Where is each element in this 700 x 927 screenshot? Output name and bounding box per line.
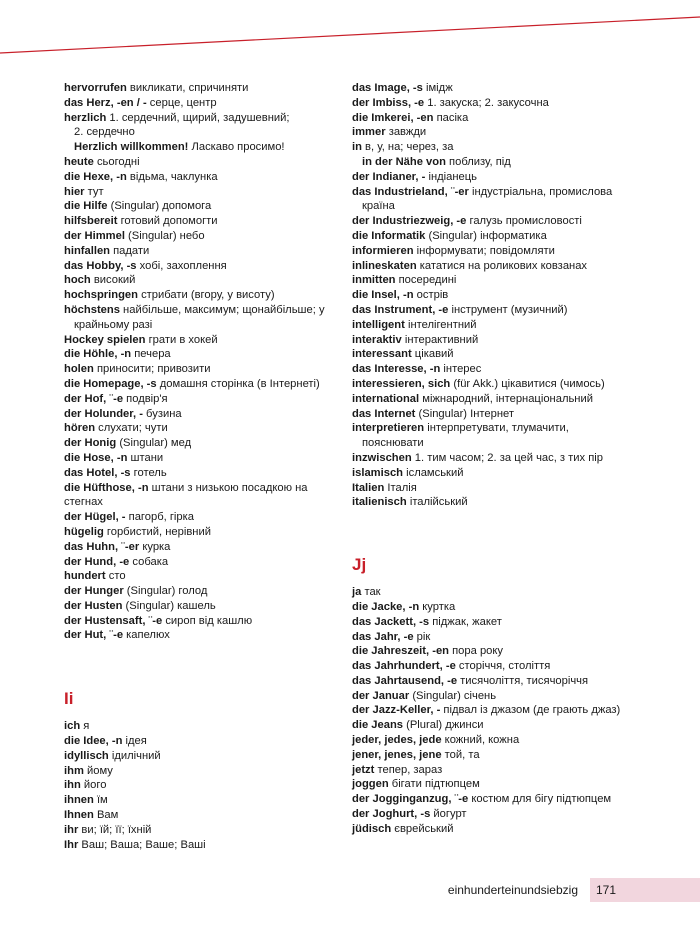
headword: international [352, 392, 420, 405]
translation: готель [130, 466, 167, 479]
headword: italienisch [352, 496, 407, 509]
translation: тепер, зараз [374, 763, 443, 776]
page-number-word: einhunderteinundsiebzig [447, 883, 578, 897]
headword: das Hotel, -s [64, 466, 131, 479]
headword: idyllisch [64, 749, 109, 762]
dictionary-entry [352, 718, 652, 733]
headword: ihm [64, 764, 84, 777]
translation: кататися на роликових ковзанах [416, 259, 588, 272]
translation: пора року [449, 645, 503, 658]
headword: herzlich [64, 111, 107, 124]
dictionary-entry [64, 214, 334, 229]
translation: сьогодні [93, 155, 140, 168]
dictionary-entry [352, 96, 652, 111]
headword: die Jacke, -n [352, 600, 420, 613]
dictionary-entry [352, 407, 652, 422]
headword: der Industriezweig, -e [352, 215, 467, 228]
dictionary-entry [64, 451, 334, 466]
dictionary-entry [352, 451, 652, 466]
headword: das Herz, -en / - [64, 96, 147, 109]
dictionary-entry [64, 838, 334, 853]
headword: hören [64, 422, 96, 435]
translation: пасіка [433, 111, 469, 124]
translation: викликати, спричиняти [126, 82, 249, 94]
translation: хобі, захоплення [136, 259, 227, 272]
translation: їм [93, 794, 108, 807]
translation: 1. тим часом; 2. за цей час, з тих пір [411, 451, 604, 464]
headword: der Januar [352, 689, 410, 702]
dictionary-entry [64, 466, 334, 481]
translation: штани з низькою посадкою на стегнах [64, 481, 308, 509]
headword: das Internet [352, 407, 416, 420]
dictionary-entry [64, 244, 334, 259]
dictionary-entry [352, 333, 652, 348]
dictionary-entry [352, 703, 652, 718]
translation: його [80, 779, 107, 792]
headword: der Jogginganzug, ¨-e [352, 793, 469, 806]
headword: hügelig [64, 525, 104, 538]
translation: так [361, 586, 381, 599]
translation: єврейський [391, 822, 454, 835]
translation: італійський [406, 496, 468, 509]
translation: (für Akk.) цікавитися (чимось) [450, 377, 605, 390]
headword: Hockey spielen [64, 333, 146, 346]
headword: die Insel, -n [352, 289, 414, 302]
dictionary-entry [64, 525, 334, 540]
headword: informieren [352, 244, 414, 257]
headword: Herzlich willkommen! [74, 141, 189, 154]
translation: ідея [122, 735, 147, 748]
translation: (Singular) допомога [107, 200, 212, 213]
translation: 1. сердечний, щирий, задушевний; [106, 111, 290, 124]
page-footer [448, 878, 700, 902]
translation: інтерпретувати, тлумачити, [424, 422, 569, 435]
dictionary-entry [64, 111, 334, 141]
translation: курка [139, 540, 171, 553]
translation: серце, центр [146, 96, 217, 109]
headword: das Interesse, -n [352, 363, 441, 376]
translation: високий [90, 274, 136, 287]
dictionary-entry [64, 421, 334, 436]
translation: я [80, 720, 90, 733]
entries-i [64, 719, 334, 852]
dictionary-entry [352, 777, 652, 792]
headword: der Hof, ¨-e [64, 392, 124, 405]
dictionary-entry [352, 822, 652, 837]
translation: посередині [395, 274, 457, 287]
translation: інтерактивний [401, 333, 479, 346]
translation: печера [131, 348, 171, 361]
translation: штани [127, 451, 164, 464]
headword: immer [352, 126, 386, 139]
headword: islamisch [352, 466, 403, 479]
translation: Ласкаво просимо! [188, 141, 285, 154]
translation: ісламський [403, 466, 464, 479]
section-letter-i: Ii [64, 689, 74, 709]
translation: йому [83, 764, 113, 777]
headword: heute [64, 155, 94, 168]
dictionary-entry [64, 392, 334, 407]
headword: in der Nähe von [362, 155, 446, 168]
headword: der Holunder, - [64, 407, 143, 420]
headword: die Jahreszeit, -en [352, 645, 449, 658]
headword: hochspringen [64, 289, 138, 302]
dictionary-entry [64, 793, 334, 808]
headword: die Höhle, -n [64, 348, 132, 361]
dictionary-entry [64, 185, 334, 200]
dictionary-entry [352, 214, 652, 229]
translation: йогурт [430, 808, 467, 821]
translation: (Singular) мед [116, 437, 192, 450]
translation: в, у, на; через, за [361, 141, 454, 154]
headword: Italien [352, 481, 385, 494]
translation: інтерес [440, 363, 482, 376]
headword: der Indianer, - [352, 170, 426, 183]
headword: die Homepage, -s [64, 377, 157, 390]
dictionary-entry [64, 96, 334, 111]
dictionary-entry [352, 792, 652, 807]
headword: die Hüfthose, -n [64, 481, 149, 494]
headword: ihr [64, 823, 79, 836]
entries-j [352, 585, 652, 837]
dictionary-entry [352, 659, 652, 674]
dictionary-entry [352, 303, 652, 318]
translation: рік [413, 630, 431, 643]
translation: стрибати (вгору, у висоту) [137, 289, 275, 302]
dictionary-entry [352, 244, 652, 259]
headword: der Hut, ¨-e [64, 629, 124, 642]
translation: сторіччя, століття [455, 660, 551, 673]
dictionary-entry [64, 303, 334, 333]
dictionary-entry [352, 421, 652, 451]
headword: holen [64, 363, 94, 376]
dictionary-entry [352, 185, 652, 215]
headword: der Jazz-Keller, - [352, 704, 441, 717]
headword: ihn [64, 779, 81, 792]
headword: das Industrieland, ¨-er [352, 185, 469, 198]
headword: hinfallen [64, 244, 110, 257]
translation: піджак, жакет [429, 615, 502, 628]
headword: die Hexe, -n [64, 170, 127, 183]
headword: der Honig [64, 437, 117, 450]
headword: inmitten [352, 274, 396, 287]
dictionary-entry [64, 510, 334, 525]
dictionary-entry [352, 615, 652, 630]
dictionary-entry [64, 229, 334, 244]
dictionary-entry [64, 362, 334, 377]
headword: in [352, 141, 362, 154]
headword: hilfsbereit [64, 215, 118, 228]
translation: ви; їй; її; їхній [78, 823, 152, 836]
translation: (Singular) небо [124, 229, 205, 242]
dictionary-entry [352, 229, 652, 244]
dictionary-entry [64, 407, 334, 422]
dictionary-entry [352, 377, 652, 392]
headword: die Informatik [352, 229, 426, 242]
translation: міжнародний, інтернаціональний [419, 392, 593, 405]
translation: острів [413, 289, 449, 302]
dictionary-entry [352, 807, 652, 822]
translation: (Singular) кашель [122, 599, 216, 612]
headword: Ihr [64, 838, 79, 851]
headword: der Hunger [64, 585, 124, 598]
translation: грати в хокей [145, 333, 218, 346]
headword: inlineskaten [352, 259, 417, 272]
headword: das Jackett, -s [352, 615, 430, 628]
translation: найбільше, максимум; щонайбільше; у [119, 303, 325, 316]
dictionary-entry [352, 125, 652, 140]
translation: індіанець [425, 170, 478, 183]
translation: завжди [385, 126, 427, 139]
dictionary-entry [64, 259, 334, 274]
headword: der Hund, -e [64, 555, 130, 568]
dictionary-entry [352, 644, 652, 659]
headword: das Instrument, -e [352, 303, 449, 316]
translation: капелюх [123, 629, 170, 642]
dictionary-entry [64, 481, 334, 511]
translation: кожний, кожна [441, 734, 520, 747]
translation: бігати підтюпцем [388, 778, 480, 791]
right-column [352, 81, 652, 837]
headword: interessieren, sich [352, 377, 451, 390]
headword: das Image, -s [352, 82, 423, 94]
translation: (Singular) січень [409, 689, 497, 702]
dictionary-entry [64, 599, 334, 614]
headword: das Jahrhundert, -e [352, 660, 456, 673]
translation-continued: пояснювати [362, 437, 424, 450]
dictionary-entry [352, 362, 652, 377]
dictionary-entry [352, 481, 652, 496]
dictionary-entry [64, 81, 334, 96]
headword: die Jeans [352, 719, 403, 732]
dictionary-entry [352, 111, 652, 126]
headword: ich [64, 720, 81, 733]
translation: інформувати; повідомляти [413, 244, 555, 257]
headword: die Hose, -n [64, 451, 128, 464]
dictionary-entry [352, 733, 652, 748]
dictionary-entry [64, 273, 334, 288]
headword: Ihnen [64, 809, 94, 822]
dictionary-entry [64, 778, 334, 793]
translation: готовий допомогти [117, 215, 218, 228]
translation: падати [110, 244, 150, 257]
headword: jetzt [352, 763, 375, 776]
translation: тисячоліття, тисячоріччя [457, 674, 589, 687]
translation: горбистий, нерівний [103, 525, 211, 538]
headword: inzwischen [352, 451, 412, 464]
translation: сто [105, 570, 126, 583]
translation: (Plural) джинси [403, 719, 484, 732]
headword: hervorrufen [64, 82, 127, 94]
dictionary-entry [64, 288, 334, 303]
translation: сироп від кашлю [162, 614, 253, 627]
headword: der Joghurt, -s [352, 808, 431, 821]
headword: jeder, jedes, jede [352, 734, 442, 747]
headword: das Jahr, -e [352, 630, 414, 643]
headword: interaktiv [352, 333, 402, 346]
dictionary-entry [64, 734, 334, 749]
translation: куртка [419, 600, 456, 613]
dictionary-entry [352, 318, 652, 333]
dictionary-entry [64, 823, 334, 838]
headword: die Idee, -n [64, 735, 123, 748]
translation: слухати; чути [95, 422, 168, 435]
headword: intelligent [352, 318, 405, 331]
translation: інтелігентний [404, 318, 477, 331]
translation: пагорб, гірка [125, 511, 194, 524]
translation-continued: країна [362, 200, 395, 213]
translation: підвал із джазом (де грають джаз) [440, 704, 621, 717]
translation-continued: крайньому разі [74, 318, 153, 331]
translation: (Singular) інформатика [425, 229, 547, 242]
dictionary-entry [352, 763, 652, 778]
dictionary-entry [64, 584, 334, 599]
headword: interessant [352, 348, 412, 361]
dictionary-entry [352, 392, 652, 407]
translation: домашня сторінка (в Інтернеті) [156, 377, 320, 390]
dictionary-entry [352, 495, 652, 510]
translation: бузина [142, 407, 182, 420]
headword: der Imbiss, -e [352, 96, 425, 109]
headword: hoch [64, 274, 91, 287]
translation: Італія [384, 481, 417, 494]
translation: галузь промисловості [466, 215, 582, 228]
dictionary-entry [64, 140, 334, 155]
dictionary-entry [64, 749, 334, 764]
translation: приносити; привозити [93, 363, 211, 376]
translation: подвір'я [123, 392, 168, 405]
translation: собака [129, 555, 169, 568]
dictionary-entry [64, 764, 334, 779]
dictionary-entry [352, 748, 652, 763]
translation: той, та [441, 748, 480, 761]
headword: der Husten [64, 599, 123, 612]
dictionary-entry [64, 170, 334, 185]
translation: 1. закуска; 2. закусочна [424, 96, 549, 109]
headword: das Jahrtausend, -e [352, 674, 458, 687]
headword: die Imkerei, -en [352, 111, 434, 124]
translation: імідж [422, 82, 453, 94]
translation: цікавий [411, 348, 454, 361]
dictionary-entry [64, 719, 334, 734]
dictionary-entry [64, 333, 334, 348]
dictionary-entry [64, 569, 334, 584]
dictionary-entry [352, 81, 652, 96]
headword: die Hilfe [64, 200, 108, 213]
dictionary-entry [64, 377, 334, 392]
translation: відьма, чаклунка [126, 170, 218, 183]
dictionary-entry [64, 155, 334, 170]
entries-h [64, 81, 334, 643]
headword: joggen [352, 778, 389, 791]
dictionary-entry [352, 273, 652, 288]
dictionary-entry [64, 808, 334, 823]
dictionary-entry [352, 585, 652, 600]
headword: hundert [64, 570, 106, 583]
dictionary-entry [64, 347, 334, 362]
top-red-rule [0, 0, 700, 60]
dictionary-entry [352, 259, 652, 274]
page-number: 171 [590, 878, 700, 902]
dictionary-entry [64, 628, 334, 643]
dictionary-entry [352, 155, 652, 170]
translation: тут [84, 185, 104, 198]
dictionary-entry [352, 630, 652, 645]
headword: das Hobby, -s [64, 259, 137, 272]
entries-i-cont [352, 81, 652, 510]
headword: das Huhn, ¨-er [64, 540, 140, 553]
dictionary-entry [352, 674, 652, 689]
translation-continued: 2. сердечно [74, 126, 135, 139]
translation: Вам [93, 809, 119, 822]
headword: der Hügel, - [64, 511, 126, 524]
headword: jüdisch [352, 822, 392, 835]
translation: (Singular) голод [123, 585, 208, 598]
headword: ihnen [64, 794, 94, 807]
translation: Ваш; Ваша; Ваше; Ваші [78, 838, 206, 851]
dictionary-entry [352, 466, 652, 481]
section-letter-j: Jj [352, 555, 367, 575]
headword: der Hustensaft, ¨-e [64, 614, 163, 627]
translation: ідилічний [108, 749, 161, 762]
dictionary-entry [352, 600, 652, 615]
dictionary-entry [64, 614, 334, 629]
headword: interpretieren [352, 422, 425, 435]
dictionary-entry [64, 540, 334, 555]
left-column [64, 81, 334, 852]
dictionary-entry [352, 170, 652, 185]
headword: ja [352, 586, 362, 599]
translation: інструмент (музичний) [448, 303, 568, 316]
dictionary-entry [352, 140, 652, 155]
dictionary-entry [64, 555, 334, 570]
headword: höchstens [64, 303, 120, 316]
translation: костюм для бігу підтюпцем [468, 793, 612, 806]
translation: поблизу, під [445, 155, 511, 168]
dictionary-entry [352, 347, 652, 362]
headword: der Himmel [64, 229, 125, 242]
translation: (Singular) Інтернет [415, 407, 515, 420]
dictionary-entry [64, 436, 334, 451]
dictionary-entry [352, 689, 652, 704]
dictionary-entry [352, 288, 652, 303]
headword: hier [64, 185, 85, 198]
translation: індустріальна, промислова [468, 185, 613, 198]
dictionary-entry [64, 199, 334, 214]
headword: jener, jenes, jene [352, 748, 442, 761]
